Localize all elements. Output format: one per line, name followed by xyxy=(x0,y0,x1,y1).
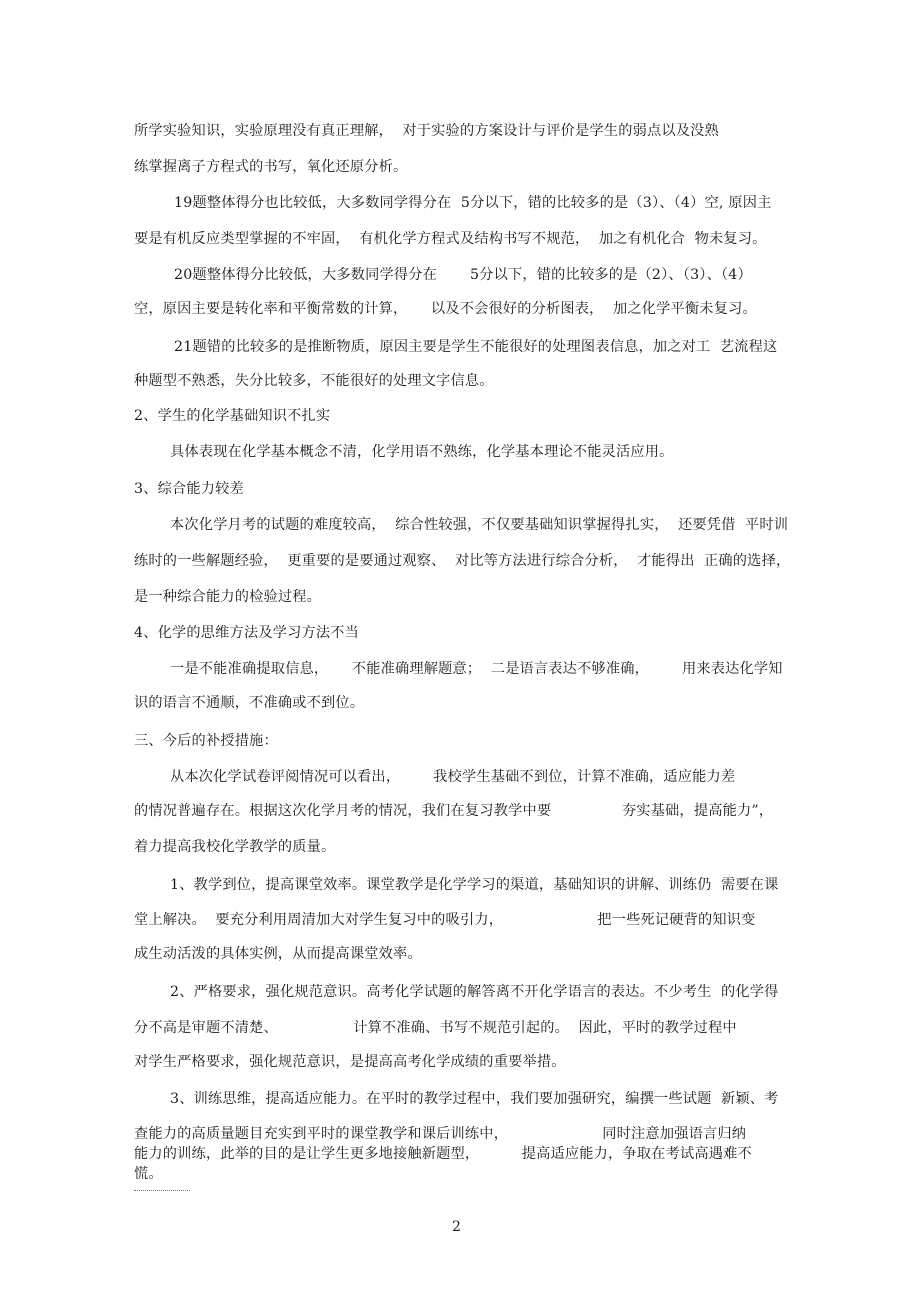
text-line: 所学实验知识，实验原理没有真正理解， 对于实验的方案设计与评价是学生的弱点以及没熟 xyxy=(134,123,719,139)
section-heading: 2、学生的化学基础知识不扎实 xyxy=(134,408,331,424)
text-line: 堂上解决。 要充分利用周清加大对学生复习中的吸引力， 把一些死记硬背的知识变 xyxy=(134,912,756,928)
text-line: 空，原因主要是转化率和平衡常数的计算， 以及不会很好的分析图表， 加之化学平衡未复习。 xyxy=(134,301,757,317)
text-line: 是一种综合能力的检验过程。 xyxy=(134,589,322,605)
text-line: 19题整体得分也比较低，大多数同学得分在 5分以下，错的比较多的是（3）、（4）空, 原因主 xyxy=(174,195,772,211)
text-line: 查能力的高质量题目充实到平时的课堂教学和课后训练中， 同时注意加强语言归纳 xyxy=(134,1126,747,1142)
text-line: 能力的训练，此举的目的是让学生更多地接触新题型， 提高适应能力，争取在考试高遇难不 xyxy=(134,1146,752,1162)
text-line: 从本次化学试卷评阅情况可以看出， 我校学生基础不到位，计算不准确，适应能力差 xyxy=(170,769,736,785)
text-line: 本次化学月考的试题的难度较高， 综合性较强，不仅要基础知识掌握得扎实， 还要凭借 平时训 xyxy=(170,517,789,533)
text-line: 20题整体得分比较低，大多数同学得分在 5分以下，错的比较多的是（2）、（3）、（4） xyxy=(174,267,752,283)
text-line: 成生动活泼的具体实例，从而提高课堂效率。 xyxy=(134,946,422,962)
text-line: 分不高是审题不清楚、 计算不准确、书写不规范引起的。 因此，平时的教学过程中 xyxy=(134,1020,737,1036)
text-line: 的情况普遍存在。根据这次化学月考的情况，我们在复习教学中要 夯实基础，提高能力”， xyxy=(134,803,774,819)
text-line: 1、教学到位，提高课堂效率。课堂教学是化学学习的渠道，基础知识的讲解、训练仍 需要在课 xyxy=(170,877,779,893)
text-line: 2、严格要求，强化规范意识。高考化学试题的解答离不开化学语言的表达。不少考生 的化学得 xyxy=(170,984,779,1000)
section-heading: 4、化学的思维方法及学习方法不当 xyxy=(134,625,360,641)
text-line: 慌。 xyxy=(134,1166,163,1182)
text-line: 练时的一些解题经验， 更重要的是要通过观察、 对比等方法进行综合分析， 才能得出 正确的选择， xyxy=(134,553,791,569)
section-heading: 3、综合能力较差 xyxy=(134,481,244,497)
text-line: 种题型不熟悉，失分比较多，不能很好的处理文字信息。 xyxy=(134,373,494,389)
text-line: 着力提高我校化学教学的质量。 xyxy=(134,839,336,855)
text-line: 识的语言不通顺，不准确或不到位。 xyxy=(134,695,365,711)
text-line: 对学生严格要求，强化规范意识，是提高高考化学成绩的重要举措。 xyxy=(134,1054,566,1070)
text-line: 练掌握离子方程式的书写，氧化还原分析。 xyxy=(134,159,408,175)
footnote-divider xyxy=(134,1190,190,1191)
text-line: 21题错的比较多的是推断物质，原因主要是学生不能很好的处理图表信息，加之对工 艺流程这 xyxy=(174,339,778,355)
text-line: 要是有机反应类型掌握的不牢固， 有机化学方程式及结构书写不规范， 加之有机化合 物未复习。 xyxy=(134,231,767,247)
text-line: 具体表现在化学基本概念不清，化学用语不熟练，化学基本理论不能灵活应用。 xyxy=(170,444,674,460)
section-heading: 三、今后的补授措施： xyxy=(134,733,278,749)
text-line: 3、训练思维，提高适应能力。在平时的教学过程中，我们要加强研究，编撰一些试题 新颖、考 xyxy=(170,1091,779,1107)
text-line: 一是不能准确提取信息， 不能准确理解题意； 二是语言表达不够准确， 用来表达化学知 xyxy=(170,661,783,677)
page-number: 2 xyxy=(452,1219,461,1235)
